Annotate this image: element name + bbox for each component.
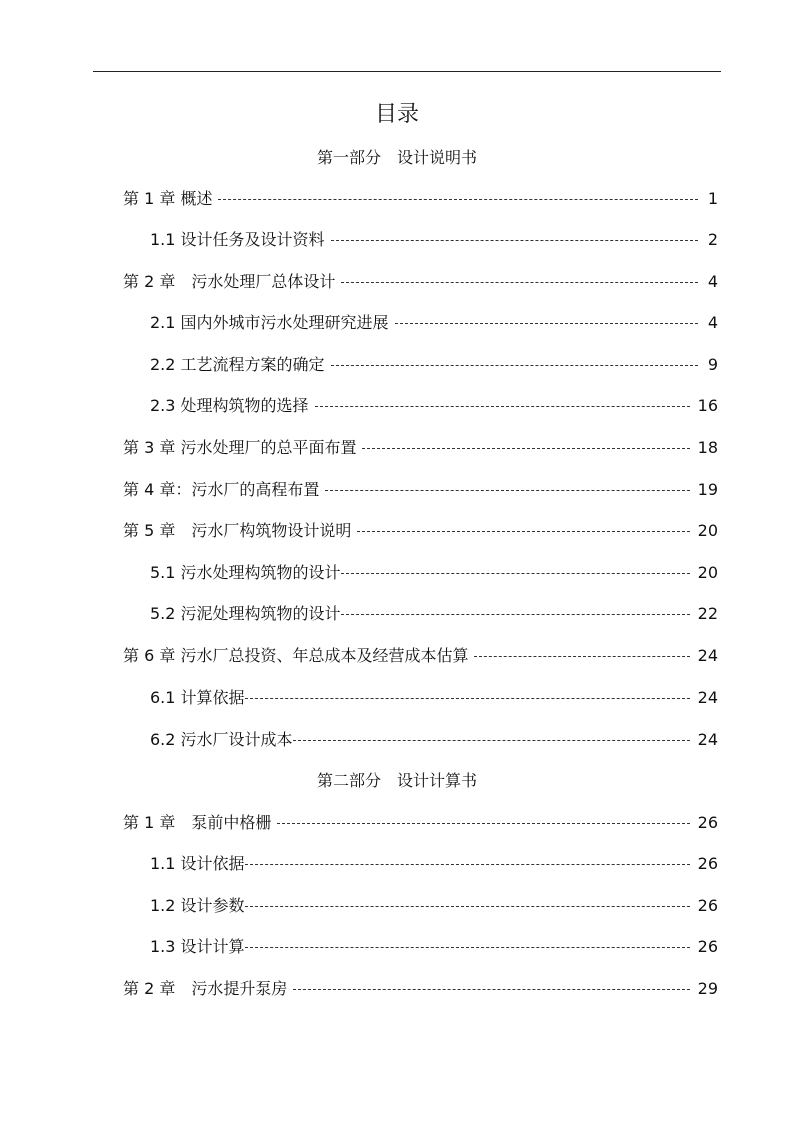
toc-entry-calc-chapter-2[interactable] bbox=[123, 978, 718, 1000]
toc-entry-label: 第 1 章 概述 bbox=[123, 189, 213, 208]
toc-page-number: 26 bbox=[697, 937, 718, 956]
toc-page-number: 24 bbox=[697, 646, 718, 665]
toc-entry-section-5-1[interactable] bbox=[150, 562, 718, 584]
header-rule bbox=[93, 71, 721, 72]
toc-entry-section-1-1[interactable] bbox=[150, 229, 718, 251]
toc-entry-chapter-4[interactable] bbox=[123, 479, 718, 501]
toc-entry-label: 2.3 处理构筑物的选择 bbox=[150, 396, 309, 415]
dot-leader bbox=[357, 531, 689, 532]
toc-page-number: 20 bbox=[697, 563, 718, 582]
toc-entry-label: 第 5 章 污水厂构筑物设计说明 bbox=[123, 521, 352, 540]
toc-entry-chapter-1[interactable] bbox=[123, 188, 718, 210]
toc-entry-label: 5.1 污水处理构筑物的设计 bbox=[150, 563, 341, 582]
dot-leader bbox=[245, 906, 690, 907]
toc-entry-section-2-1[interactable] bbox=[150, 312, 718, 334]
toc-entry-label: 2.1 国内外城市污水处理研究进展 bbox=[150, 313, 389, 332]
dot-leader bbox=[218, 199, 698, 200]
dot-leader bbox=[331, 240, 698, 241]
toc-entry-section-6-1[interactable] bbox=[150, 687, 718, 709]
dot-leader bbox=[325, 490, 689, 491]
toc-entry-chapter-2[interactable] bbox=[123, 271, 718, 293]
toc-page-number: 1 bbox=[707, 189, 718, 208]
toc-page-number: 19 bbox=[697, 480, 718, 499]
toc-entry-chapter-6[interactable] bbox=[123, 645, 718, 667]
toc-page-number: 18 bbox=[697, 438, 718, 457]
dot-leader bbox=[341, 614, 690, 615]
toc-entry-label: 1.1 设计任务及设计资料 bbox=[150, 230, 325, 249]
dot-leader bbox=[341, 282, 698, 283]
toc-entry-label: 第 2 章 污水提升泵房 bbox=[123, 979, 288, 998]
toc-entry-label: 1.3 设计计算 bbox=[150, 937, 245, 956]
dot-leader bbox=[293, 740, 690, 741]
toc-entry-calc-chapter-1[interactable] bbox=[123, 812, 718, 834]
dot-leader bbox=[277, 823, 689, 824]
toc-entry-label: 1.2 设计参数 bbox=[150, 896, 245, 915]
toc-entry-section-5-2[interactable] bbox=[150, 603, 718, 625]
toc-page-number: 22 bbox=[697, 604, 718, 623]
dot-leader bbox=[474, 656, 689, 657]
dot-leader bbox=[293, 989, 689, 990]
toc-page-number: 4 bbox=[707, 313, 718, 332]
toc-page-number: 26 bbox=[697, 896, 718, 915]
toc-page-number: 26 bbox=[697, 813, 718, 832]
toc-entry-label: 第 2 章 污水处理厂总体设计 bbox=[123, 272, 336, 291]
toc-entry-label: 第 6 章 污水厂总投资、年总成本及经营成本估算 bbox=[123, 646, 469, 665]
toc-page-number: 16 bbox=[697, 396, 718, 415]
toc-entry-section-2-3[interactable] bbox=[150, 395, 718, 417]
dot-leader bbox=[362, 448, 689, 449]
toc-page-number: 20 bbox=[697, 521, 718, 540]
toc-entry-label: 第 1 章 泵前中格栅 bbox=[123, 813, 272, 832]
toc-page-number: 2 bbox=[707, 230, 718, 249]
toc-page-number: 24 bbox=[697, 688, 718, 707]
toc-entry-label: 6.2 污水厂设计成本 bbox=[150, 730, 293, 749]
toc-entry-chapter-5[interactable] bbox=[123, 520, 718, 542]
dot-leader bbox=[341, 573, 690, 574]
toc-entry-section-2-2[interactable] bbox=[150, 354, 718, 376]
toc-title: 目录 bbox=[374, 102, 419, 127]
toc-entry-section-6-2[interactable] bbox=[150, 729, 718, 751]
dot-leader bbox=[331, 365, 698, 366]
toc-entry-label: 2.2 工艺流程方案的确定 bbox=[150, 355, 325, 374]
toc-page-number: 9 bbox=[707, 355, 718, 374]
dot-leader bbox=[245, 698, 690, 699]
toc-entry-label: 第 4 章：污水厂的高程布置 bbox=[123, 480, 320, 499]
dot-leader bbox=[315, 406, 690, 407]
part-two-heading: 第二部分 设计计算书 bbox=[316, 771, 477, 790]
toc-entry-label: 第 3 章 污水处理厂的总平面布置 bbox=[123, 438, 357, 457]
toc-entry-label: 6.1 计算依据 bbox=[150, 688, 245, 707]
part-one-heading: 第一部分 设计说明书 bbox=[316, 148, 477, 167]
toc-entry-calc-section-1-1[interactable] bbox=[150, 853, 718, 875]
toc-entry-calc-section-1-3[interactable] bbox=[150, 936, 718, 958]
toc-entry-calc-section-1-2[interactable] bbox=[150, 895, 718, 917]
toc-entry-label: 5.2 污泥处理构筑物的设计 bbox=[150, 604, 341, 623]
dot-leader bbox=[245, 864, 690, 865]
dot-leader bbox=[245, 947, 690, 948]
toc-entry-chapter-3[interactable] bbox=[123, 437, 718, 459]
toc-page-number: 26 bbox=[697, 854, 718, 873]
dot-leader bbox=[395, 323, 698, 324]
toc-page-number: 24 bbox=[697, 730, 718, 749]
toc-entry-label: 1.1 设计依据 bbox=[150, 854, 245, 873]
toc-page-number: 29 bbox=[697, 979, 718, 998]
toc-page-number: 4 bbox=[707, 272, 718, 291]
